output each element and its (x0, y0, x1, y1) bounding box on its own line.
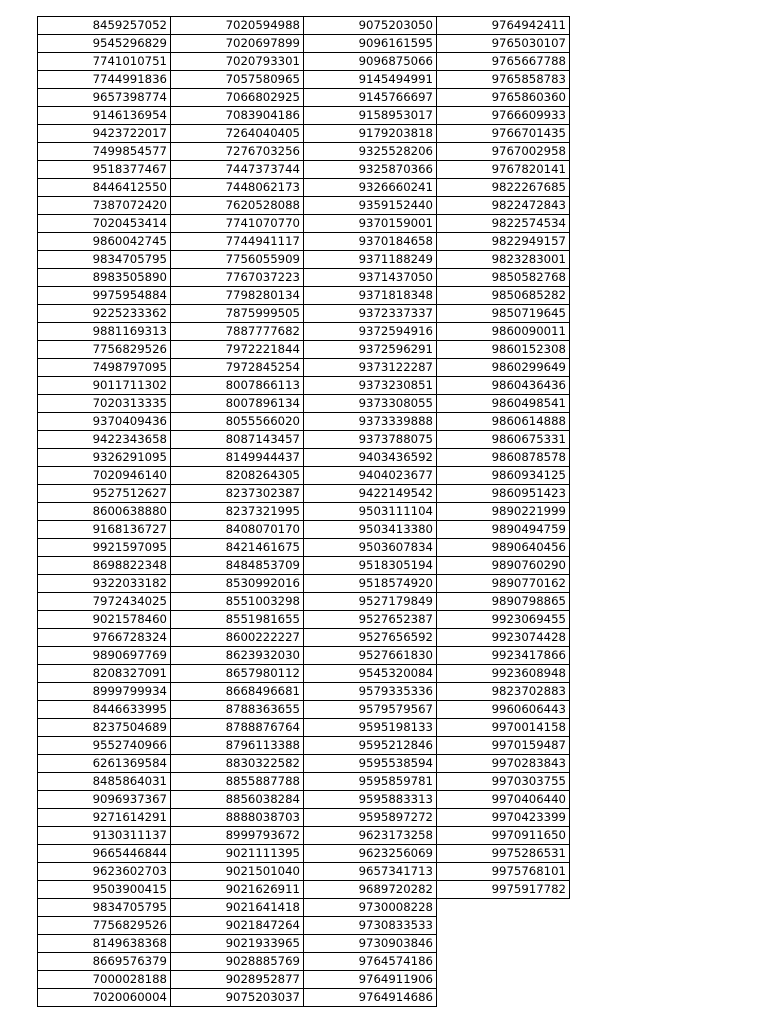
phone-number-cell: 9923417866 (437, 647, 570, 665)
phone-number-cell: 9325870366 (304, 161, 437, 179)
phone-number-cell: 7276703256 (171, 143, 304, 161)
phone-number-cell: 9179203818 (304, 125, 437, 143)
phone-number-cell: 9730903846 (304, 935, 437, 953)
phone-number-cell: 9765858783 (437, 71, 570, 89)
phone-number-cell: 9765860360 (437, 89, 570, 107)
phone-number-cell: 8007866113 (171, 377, 304, 395)
phone-number-cell: 9764574186 (304, 953, 437, 971)
phone-number-cell: 9860042745 (38, 233, 171, 251)
phone-number-cell: 9595212846 (304, 737, 437, 755)
table-row (38, 593, 570, 611)
phone-number-cell: 9403436592 (304, 449, 437, 467)
phone-number-cell: 9422149542 (304, 485, 437, 503)
phone-number-cell: 9322033182 (38, 575, 171, 593)
phone-number-cell: 7887777682 (171, 323, 304, 341)
phone-number-cell: 8237504689 (38, 719, 171, 737)
empty-cell (437, 989, 570, 1007)
phone-number-cell: 9860299649 (437, 359, 570, 377)
phone-number-cell: 9921597095 (38, 539, 171, 557)
table-row (38, 89, 570, 107)
phone-number-cell: 9767002958 (437, 143, 570, 161)
phone-number-cell: 8208264305 (171, 467, 304, 485)
phone-number-cell: 9881169313 (38, 323, 171, 341)
table-row (38, 719, 570, 737)
phone-number-cell: 9552740966 (38, 737, 171, 755)
phone-number-cell: 7972845254 (171, 359, 304, 377)
phone-number-cell: 9359152440 (304, 197, 437, 215)
table-row (38, 575, 570, 593)
phone-number-cell: 8551003298 (171, 593, 304, 611)
phone-number-cell: 9518377467 (38, 161, 171, 179)
table-row (38, 431, 570, 449)
phone-number-cell: 9890697769 (38, 647, 171, 665)
phone-number-cell: 8237302387 (171, 485, 304, 503)
table-row (38, 971, 570, 989)
phone-number-cell: 9822472843 (437, 197, 570, 215)
phone-number-cell: 9595198133 (304, 719, 437, 737)
phone-number-cell: 9075203037 (171, 989, 304, 1007)
table-row (38, 773, 570, 791)
phone-number-cell: 8087143457 (171, 431, 304, 449)
table-row (38, 647, 570, 665)
phone-number-cell: 9527512627 (38, 485, 171, 503)
phone-number-cell: 9960606443 (437, 701, 570, 719)
phone-number-cell: 9326660241 (304, 179, 437, 197)
phone-number-cell: 8796113388 (171, 737, 304, 755)
phone-number-cell: 9373788075 (304, 431, 437, 449)
phone-number-cell: 8459257052 (38, 17, 171, 35)
table-row (38, 467, 570, 485)
phone-number-cell: 7875999505 (171, 305, 304, 323)
phone-number-cell: 7499854577 (38, 143, 171, 161)
table-row (38, 683, 570, 701)
phone-number-cell: 8669576379 (38, 953, 171, 971)
phone-number-cell: 8788363655 (171, 701, 304, 719)
phone-number-cell: 8623932030 (171, 647, 304, 665)
phone-number-cell: 9518574920 (304, 575, 437, 593)
phone-number-cell: 7798280134 (171, 287, 304, 305)
empty-cell (437, 899, 570, 917)
empty-cell (437, 953, 570, 971)
phone-number-cell: 9834705795 (38, 251, 171, 269)
phone-number-cell: 9890760290 (437, 557, 570, 575)
phone-number-cell: 9225233362 (38, 305, 171, 323)
table-row (38, 881, 570, 899)
table-row (38, 701, 570, 719)
phone-number-cell: 8208327091 (38, 665, 171, 683)
phone-number-cell: 9623173258 (304, 827, 437, 845)
phone-number-cell: 8668496681 (171, 683, 304, 701)
table-row (38, 197, 570, 215)
phone-number-cell: 9527661830 (304, 647, 437, 665)
table-row (38, 53, 570, 71)
phone-number-cell: 9158953017 (304, 107, 437, 125)
table-row (38, 845, 570, 863)
phone-number-cell: 9370184658 (304, 233, 437, 251)
phone-number-cell: 9730008228 (304, 899, 437, 917)
phone-number-cell: 7744941117 (171, 233, 304, 251)
phone-number-cell: 7020946140 (38, 467, 171, 485)
phone-number-cell: 7744991836 (38, 71, 171, 89)
phone-number-cell: 8446412550 (38, 179, 171, 197)
phone-number-cell: 9503111104 (304, 503, 437, 521)
phone-number-cell: 7447373744 (171, 161, 304, 179)
phone-number-cell: 6261369584 (38, 755, 171, 773)
phone-number-cell: 8600638880 (38, 503, 171, 521)
phone-number-cell: 7020313335 (38, 395, 171, 413)
phone-number-cell: 7066802925 (171, 89, 304, 107)
table-row (38, 755, 570, 773)
phone-number-cell: 9860878578 (437, 449, 570, 467)
table-row (38, 143, 570, 161)
phone-number-cell: 9975954884 (38, 287, 171, 305)
phone-number-cell: 9096937367 (38, 791, 171, 809)
phone-number-cell: 9834705795 (38, 899, 171, 917)
phone-number-cell: 9764942411 (437, 17, 570, 35)
phone-number-cell: 9075203050 (304, 17, 437, 35)
phone-number-cell: 8830322582 (171, 755, 304, 773)
phone-number-cell: 9271614291 (38, 809, 171, 827)
phone-number-cell: 9822574534 (437, 215, 570, 233)
table-row (38, 449, 570, 467)
phone-number-cell: 7498797095 (38, 359, 171, 377)
phone-number-cell: 9923074428 (437, 629, 570, 647)
phone-number-cell: 9527179849 (304, 593, 437, 611)
phone-number-cell: 9021847264 (171, 917, 304, 935)
phone-number-cell: 7741010751 (38, 53, 171, 71)
phone-number-cell: 8856038284 (171, 791, 304, 809)
table-row (38, 305, 570, 323)
table-row (38, 791, 570, 809)
phone-number-cell: 9422343658 (38, 431, 171, 449)
phone-number-cell: 7972221844 (171, 341, 304, 359)
phone-number-cell: 9527656592 (304, 629, 437, 647)
phone-number-cell: 7083904186 (171, 107, 304, 125)
table-row (38, 503, 570, 521)
table-row (38, 917, 570, 935)
table-row (38, 35, 570, 53)
table-row (38, 323, 570, 341)
phone-number-cell: 8485864031 (38, 773, 171, 791)
phone-number-cell: 9145494991 (304, 71, 437, 89)
phone-number-cell: 7448062173 (171, 179, 304, 197)
phone-number-cell: 9657398774 (38, 89, 171, 107)
phone-number-cell: 9168136727 (38, 521, 171, 539)
phone-number-cell: 9764911906 (304, 971, 437, 989)
phone-number-cell: 8007896134 (171, 395, 304, 413)
phone-number-cell: 9860934125 (437, 467, 570, 485)
phone-number-cell: 7020594988 (171, 17, 304, 35)
phone-number-cell: 8149944437 (171, 449, 304, 467)
table-row (38, 629, 570, 647)
phone-number-cell: 9822949157 (437, 233, 570, 251)
phone-number-cell: 9975917782 (437, 881, 570, 899)
table-row (38, 233, 570, 251)
phone-number-cell: 9028952877 (171, 971, 304, 989)
phone-number-cell: 8484853709 (171, 557, 304, 575)
phone-number-cell: 9766701435 (437, 125, 570, 143)
phone-number-cell: 9860951423 (437, 485, 570, 503)
phone-number-cell: 9011711302 (38, 377, 171, 395)
table-row (38, 557, 570, 575)
table-row (38, 899, 570, 917)
phone-number-cell: 9766609933 (437, 107, 570, 125)
phone-number-cell: 9766728324 (38, 629, 171, 647)
phone-number-cell: 9370409436 (38, 413, 171, 431)
phone-number-cell: 9326291095 (38, 449, 171, 467)
phone-number-cell: 9765030107 (437, 35, 570, 53)
phone-number-cell: 9623256069 (304, 845, 437, 863)
phone-number-cell: 7264040405 (171, 125, 304, 143)
table-row (38, 215, 570, 233)
phone-number-cell: 9890798865 (437, 593, 570, 611)
phone-number-cell: 7387072420 (38, 197, 171, 215)
phone-number-cell: 9657341713 (304, 863, 437, 881)
table-row (38, 17, 570, 35)
phone-number-cell: 7020793301 (171, 53, 304, 71)
table-row (38, 179, 570, 197)
phone-number-cell: 9860675331 (437, 431, 570, 449)
phone-number-cell: 8408070170 (171, 521, 304, 539)
phone-number-cell: 9850582768 (437, 269, 570, 287)
table-row (38, 863, 570, 881)
phone-number-cell: 7741070770 (171, 215, 304, 233)
phone-number-cell: 9623602703 (38, 863, 171, 881)
phone-number-cell: 9130311137 (38, 827, 171, 845)
phone-number-cell: 9021501040 (171, 863, 304, 881)
phone-number-cell: 9503413380 (304, 521, 437, 539)
phone-number-cell: 8530992016 (171, 575, 304, 593)
phone-number-cell: 9371188249 (304, 251, 437, 269)
phone-number-cell: 9404023677 (304, 467, 437, 485)
phone-number-cell: 9860498541 (437, 395, 570, 413)
phone-number-cell: 9860090011 (437, 323, 570, 341)
phone-number-cell: 9890640456 (437, 539, 570, 557)
phone-number-cell: 9372594916 (304, 323, 437, 341)
phone-number-cell: 7020060004 (38, 989, 171, 1007)
phone-number-cell: 9145766697 (304, 89, 437, 107)
empty-cell (437, 935, 570, 953)
table-row (38, 341, 570, 359)
phone-number-cell: 9096875066 (304, 53, 437, 71)
phone-number-cell: 8698822348 (38, 557, 171, 575)
phone-number-cell: 9689720282 (304, 881, 437, 899)
phone-number-table (37, 16, 570, 1007)
phone-number-cell: 9372337337 (304, 305, 437, 323)
phone-number-cell: 9970911650 (437, 827, 570, 845)
table-body (38, 17, 570, 1007)
phone-number-cell: 9970159487 (437, 737, 570, 755)
phone-number-cell: 8149638368 (38, 935, 171, 953)
phone-number-cell: 9595538594 (304, 755, 437, 773)
table-row (38, 989, 570, 1007)
phone-number-cell: 9096161595 (304, 35, 437, 53)
phone-number-cell: 9860436436 (437, 377, 570, 395)
empty-cell (437, 917, 570, 935)
table-row (38, 611, 570, 629)
phone-number-cell: 9579335336 (304, 683, 437, 701)
phone-number-cell: 9372596291 (304, 341, 437, 359)
phone-number-cell: 9028885769 (171, 953, 304, 971)
phone-number-cell: 9503607834 (304, 539, 437, 557)
phone-number-cell: 8855887788 (171, 773, 304, 791)
phone-number-cell: 9373230851 (304, 377, 437, 395)
phone-number-cell: 9527652387 (304, 611, 437, 629)
phone-number-cell: 9890494759 (437, 521, 570, 539)
table-row (38, 377, 570, 395)
phone-number-cell: 9021111395 (171, 845, 304, 863)
phone-number-cell: 8657980112 (171, 665, 304, 683)
phone-number-cell: 9545320084 (304, 665, 437, 683)
phone-number-cell: 9850685282 (437, 287, 570, 305)
table-row (38, 539, 570, 557)
table-row (38, 809, 570, 827)
table-row (38, 269, 570, 287)
phone-number-cell: 9860614888 (437, 413, 570, 431)
phone-number-cell: 9595859781 (304, 773, 437, 791)
table-row (38, 359, 570, 377)
phone-number-cell: 7620528088 (171, 197, 304, 215)
phone-number-cell: 7756829526 (38, 917, 171, 935)
phone-number-cell: 9371437050 (304, 269, 437, 287)
phone-number-cell: 8600222227 (171, 629, 304, 647)
phone-number-cell: 7020697899 (171, 35, 304, 53)
phone-number-cell: 9370159001 (304, 215, 437, 233)
table-row (38, 665, 570, 683)
phone-number-cell: 8999793672 (171, 827, 304, 845)
phone-number-cell: 9860152308 (437, 341, 570, 359)
phone-number-cell: 8983505890 (38, 269, 171, 287)
phone-number-cell: 8999799934 (38, 683, 171, 701)
table-row (38, 251, 570, 269)
phone-number-cell: 7767037223 (171, 269, 304, 287)
phone-number-cell: 7000028188 (38, 971, 171, 989)
phone-number-cell: 7972434025 (38, 593, 171, 611)
phone-number-cell: 9423722017 (38, 125, 171, 143)
phone-number-cell: 9579579567 (304, 701, 437, 719)
phone-number-cell: 9765667788 (437, 53, 570, 71)
phone-number-cell: 8237321995 (171, 503, 304, 521)
phone-number-cell: 9975768101 (437, 863, 570, 881)
phone-number-cell: 9923069455 (437, 611, 570, 629)
phone-number-cell: 7057580965 (171, 71, 304, 89)
phone-number-cell: 9665446844 (38, 845, 171, 863)
phone-number-cell: 9146136954 (38, 107, 171, 125)
table-row (38, 71, 570, 89)
phone-number-cell: 9730833533 (304, 917, 437, 935)
table-row (38, 953, 570, 971)
phone-number-cell: 8551981655 (171, 611, 304, 629)
phone-number-cell: 9822267685 (437, 179, 570, 197)
phone-number-cell: 9890770162 (437, 575, 570, 593)
phone-number-cell: 7020453414 (38, 215, 171, 233)
phone-number-cell: 9021641418 (171, 899, 304, 917)
empty-cell (437, 971, 570, 989)
phone-number-cell: 9373122287 (304, 359, 437, 377)
phone-number-cell: 9371818348 (304, 287, 437, 305)
phone-number-cell: 9970406440 (437, 791, 570, 809)
phone-number-cell: 8055566020 (171, 413, 304, 431)
table-row (38, 395, 570, 413)
phone-number-cell: 8888038703 (171, 809, 304, 827)
phone-number-cell: 7756055909 (171, 251, 304, 269)
phone-number-cell: 9767820141 (437, 161, 570, 179)
table-row (38, 125, 570, 143)
phone-number-cell: 9970014158 (437, 719, 570, 737)
phone-number-cell: 9823702883 (437, 683, 570, 701)
phone-number-cell: 8421461675 (171, 539, 304, 557)
phone-number-cell: 9764914686 (304, 989, 437, 1007)
phone-number-cell: 8446633995 (38, 701, 171, 719)
phone-number-cell: 9970303755 (437, 773, 570, 791)
phone-number-cell: 9325528206 (304, 143, 437, 161)
phone-number-cell: 9850719645 (437, 305, 570, 323)
phone-number-cell: 9595897272 (304, 809, 437, 827)
phone-number-cell: 9923608948 (437, 665, 570, 683)
phone-number-cell: 8788876764 (171, 719, 304, 737)
table-row (38, 521, 570, 539)
table-row (38, 161, 570, 179)
table-row (38, 827, 570, 845)
phone-number-cell: 9595883313 (304, 791, 437, 809)
phone-number-cell: 9503900415 (38, 881, 171, 899)
phone-number-cell: 9823283001 (437, 251, 570, 269)
table-row (38, 737, 570, 755)
table-row (38, 413, 570, 431)
phone-number-cell: 7756829526 (38, 341, 171, 359)
table-row (38, 107, 570, 125)
table-row (38, 287, 570, 305)
phone-number-cell: 9890221999 (437, 503, 570, 521)
phone-number-cell: 9970423399 (437, 809, 570, 827)
phone-number-cell: 9373339888 (304, 413, 437, 431)
phone-number-cell: 9518305194 (304, 557, 437, 575)
table-row (38, 935, 570, 953)
phone-number-cell: 9970283843 (437, 755, 570, 773)
phone-number-cell: 9021626911 (171, 881, 304, 899)
phone-number-cell: 9021578460 (38, 611, 171, 629)
phone-number-cell: 9021933965 (171, 935, 304, 953)
table-row (38, 485, 570, 503)
phone-number-cell: 9975286531 (437, 845, 570, 863)
phone-number-cell: 9545296829 (38, 35, 171, 53)
phone-number-cell: 9373308055 (304, 395, 437, 413)
